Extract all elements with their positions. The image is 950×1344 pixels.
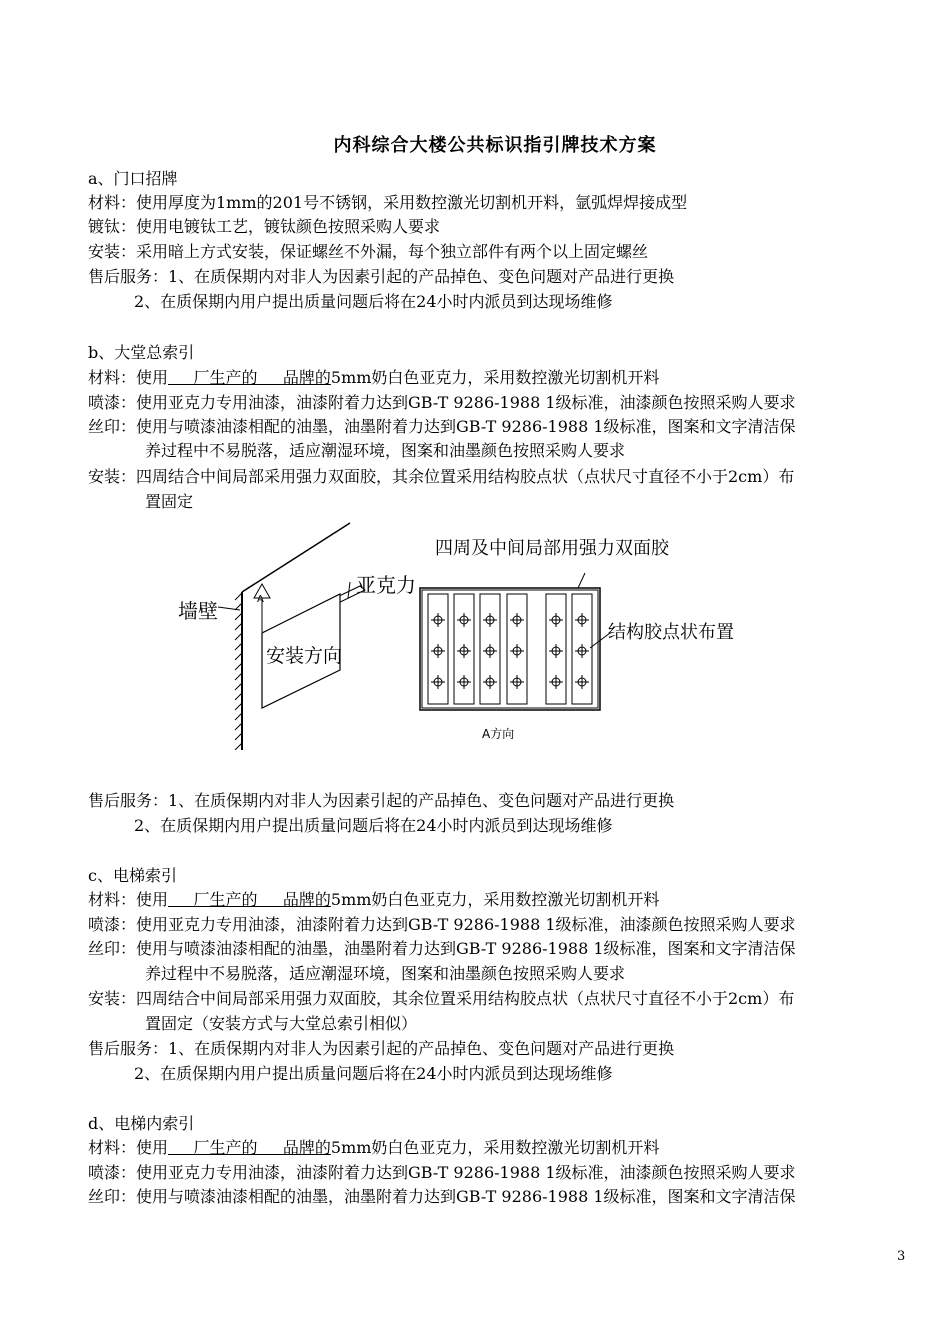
section-c-heading: c、电梯索引 bbox=[88, 866, 177, 885]
section-c-silk-1: 丝印：使用与喷漆油漆相配的油墨，油墨附着力达到GB-T 9286-1988 1级标准，图案和文字清洁保 bbox=[88, 939, 796, 958]
material-suffix: 5mm奶白色亚克力，采用数控激光切割机开料 bbox=[330, 890, 660, 909]
a-direction-label: A方向 bbox=[482, 727, 515, 741]
material-prefix: 材料：使用 bbox=[88, 1138, 169, 1157]
install-direction-label: 安装方向 bbox=[266, 645, 343, 667]
material-prefix: 材料：使用 bbox=[88, 368, 169, 387]
a-mark-label: A bbox=[257, 594, 264, 605]
acrylic-label: 亚克力 bbox=[356, 573, 416, 597]
material-suffix: 5mm奶白色亚克力，采用数控激光切割机开料 bbox=[330, 1138, 660, 1157]
section-d-material bbox=[88, 1137, 659, 1159]
side-view bbox=[218, 523, 365, 750]
manufacturer-blank: 厂生产的 品牌的 bbox=[168, 890, 331, 909]
section-b-material bbox=[88, 367, 659, 389]
section-b-install-1: 安装：四周结合中间局部采用强力双面胶，其余位置采用结构胶点状（点状尺寸直径不小于2cm）布 bbox=[88, 467, 795, 486]
section-b-install-2: 置固定 bbox=[145, 492, 194, 511]
section-c-spray: 喷漆：使用亚克力专用油漆，油漆附着力达到GB-T 9286-1988 1级标准，油漆颜色按照采购人要求 bbox=[88, 915, 796, 934]
wall-hatch bbox=[235, 593, 242, 750]
page-title: 内科综合大楼公共标识指引牌技术方案 bbox=[333, 135, 657, 156]
acrylic-leader bbox=[348, 582, 350, 598]
section-b-after-service-1: 售后服务：1、在质保期内对非人为因素引起的产品掉色、变色问题对产品进行更换 bbox=[88, 791, 675, 810]
section-b-silk-2: 养过程中不易脱落，适应潮湿环境，图案和油墨颜色按照采购人要求 bbox=[145, 441, 626, 460]
section-a-install: 安装：采用暗上方式安装，保证螺丝不外漏，每个独立部件有两个以上固定螺丝 bbox=[88, 242, 649, 261]
glue-label: 结构胶点状布置 bbox=[608, 622, 734, 643]
section-c-after-service-1: 售后服务：1、在质保期内对非人为因素引起的产品掉色、变色问题对产品进行更换 bbox=[88, 1039, 675, 1058]
section-c-material bbox=[88, 889, 659, 911]
section-a-after-service-2: 2、在质保期内用户提出质量问题后将在24小时内派员到达现场维修 bbox=[134, 292, 613, 311]
section-b-spray: 喷漆：使用亚克力专用油漆，油漆附着力达到GB-T 9286-1988 1级标准，油漆颜色按照采购人要求 bbox=[88, 393, 796, 412]
section-a-after-service-1: 售后服务：1、在质保期内对非人为因素引起的产品掉色、变色问题对产品进行更换 bbox=[88, 267, 675, 286]
section-a-material: 材料：使用厚度为1mm的201号不锈钢，采用数控激光切割机开料，氩弧焊焊接成型 bbox=[88, 193, 688, 212]
section-a-heading: a、门口招牌 bbox=[88, 169, 178, 188]
section-d-heading: d、电梯内索引 bbox=[88, 1114, 195, 1133]
wall-label: 墙壁 bbox=[178, 599, 218, 623]
section-b-after-service-2: 2、在质保期内用户提出质量问题后将在24小时内派员到达现场维修 bbox=[134, 816, 613, 835]
section-d-spray: 喷漆：使用亚克力专用油漆，油漆附着力达到GB-T 9286-1988 1级标准，油漆颜色按照采购人要求 bbox=[88, 1163, 796, 1182]
section-b-heading: b、大堂总索引 bbox=[88, 343, 195, 362]
installation-diagram bbox=[160, 520, 760, 750]
section-d-silk-1: 丝印：使用与喷漆油漆相配的油墨，油墨附着力达到GB-T 9286-1988 1级标准，图案和文字清洁保 bbox=[88, 1187, 796, 1206]
material-prefix: 材料：使用 bbox=[88, 890, 169, 909]
tape-label: 四周及中间局部用强力双面胶 bbox=[435, 538, 669, 559]
manufacturer-blank: 厂生产的 品牌的 bbox=[168, 368, 331, 387]
section-c-install-2: 置固定（安装方式与大堂总索引相似） bbox=[145, 1014, 418, 1033]
manufacturer-blank: 厂生产的 品牌的 bbox=[168, 1138, 331, 1157]
section-a-plating: 镀钛：使用电镀钛工艺，镀钛颜色按照采购人要求 bbox=[88, 217, 441, 236]
section-c-silk-2: 养过程中不易脱落，适应潮湿环境，图案和油墨颜色按照采购人要求 bbox=[145, 964, 626, 983]
glue-dots bbox=[431, 613, 589, 689]
wall-top-edge bbox=[242, 523, 350, 592]
material-suffix: 5mm奶白色亚克力，采用数控激光切割机开料 bbox=[330, 368, 660, 387]
board-outline bbox=[420, 588, 600, 710]
section-c-install-1: 安装：四周结合中间局部采用强力双面胶，其余位置采用结构胶点状（点状尺寸直径不小于2cm）布 bbox=[88, 989, 795, 1008]
section-b-silk-1: 丝印：使用与喷漆油漆相配的油墨，油墨附着力达到GB-T 9286-1988 1级标准，图案和文字清洁保 bbox=[88, 417, 796, 436]
front-view bbox=[420, 573, 610, 710]
section-c-after-service-2: 2、在质保期内用户提出质量问题后将在24小时内派员到达现场维修 bbox=[134, 1064, 613, 1083]
tape-leader bbox=[578, 573, 585, 588]
page-number: 3 bbox=[897, 1249, 906, 1264]
